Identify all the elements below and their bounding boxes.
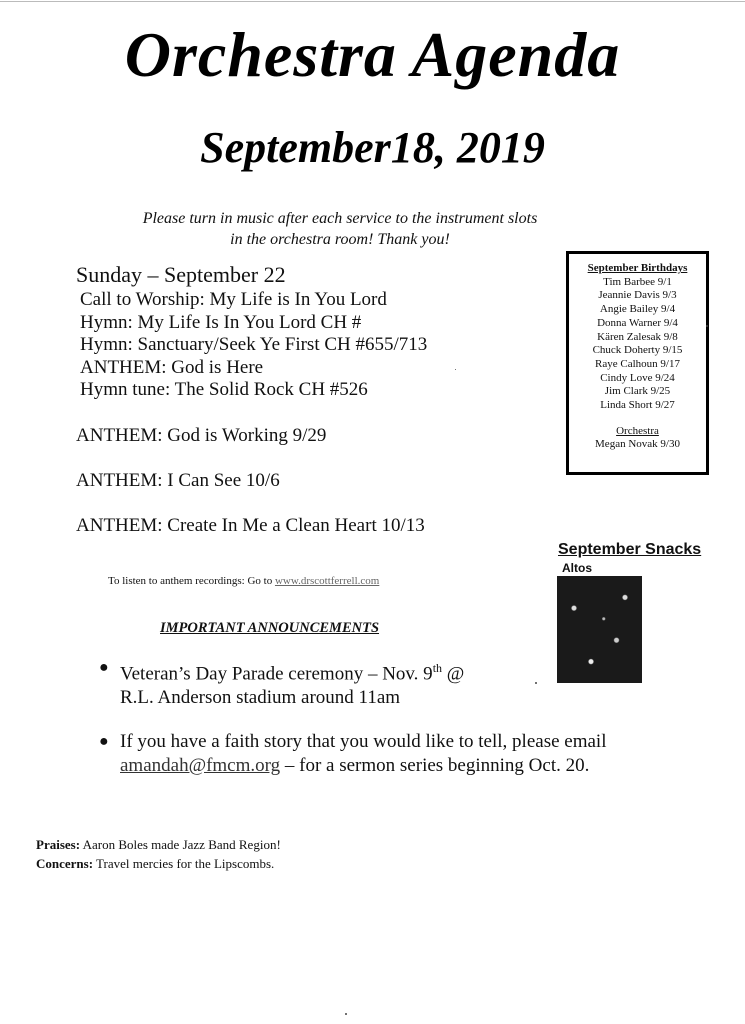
birthday-entry: Jim Clark 9/25 bbox=[604, 385, 671, 398]
snacks-heading: September Snacks bbox=[558, 541, 702, 558]
scan-speck bbox=[455, 369, 456, 370]
service-item: ANTHEM: God is Here bbox=[80, 356, 264, 378]
listen-text: To listen to anthem recordings: Go to bbox=[108, 575, 275, 587]
date-day-year: 18, 2019 bbox=[390, 123, 545, 172]
birthday-entry: Cindy Love 9/24 bbox=[600, 371, 675, 384]
announcement-text: R.L. Anderson stadium around 11am bbox=[120, 687, 401, 709]
orchestra-birthday-entry: Megan Novak 9/30 bbox=[595, 438, 680, 451]
recordings-link[interactable]: www.drscottferrell.com bbox=[274, 575, 380, 587]
anthem-item: ANTHEM: Create In Me a Clean Heart 10/13 bbox=[76, 515, 425, 536]
page-title: Orchestra Agenda bbox=[124, 19, 621, 90]
ordinal-suffix: th bbox=[432, 661, 443, 675]
snacks-group: Altos bbox=[562, 561, 592, 575]
anthem-item: ANTHEM: God is Working 9/29 bbox=[76, 425, 327, 446]
concerns-label: Concerns: bbox=[36, 856, 94, 871]
service-item: Hymn tune: The Solid Rock CH #526 bbox=[80, 379, 368, 400]
concerns-line bbox=[36, 854, 281, 873]
praises-line bbox=[36, 835, 281, 854]
date-month: September bbox=[200, 123, 391, 172]
listen-instructions bbox=[108, 575, 379, 587]
announcement-item bbox=[95, 656, 715, 710]
birthday-entry: Raye Calhoun 9/17 bbox=[595, 357, 680, 370]
birthday-entry: Chuck Doherty 9/15 bbox=[592, 344, 683, 357]
notice-line-2: in the orchestra room! Thank you! bbox=[230, 231, 450, 248]
anthem-item: ANTHEM: I Can See 10/6 bbox=[76, 470, 280, 491]
sunday-heading: Sunday – September 22 bbox=[76, 262, 286, 287]
music-return-notice bbox=[100, 208, 580, 250]
announcement-text: If you have a faith story that you would like to tell, please email bbox=[120, 731, 607, 753]
bullet-icon: ● bbox=[99, 659, 109, 676]
birthday-entry: Donna Warner 9/4 bbox=[597, 316, 678, 329]
agenda-date bbox=[0, 122, 745, 173]
scan-speck bbox=[345, 1013, 347, 1015]
praises-label: Praises: bbox=[36, 837, 81, 852]
birthdays-heading: September Birthdays bbox=[587, 262, 688, 274]
announcement-text: – for a sermon series beginning Oct. 20. bbox=[280, 755, 590, 777]
praises-text: Aaron Boles made Jazz Band Region! bbox=[80, 837, 281, 852]
birthday-entry: Jeannie Davis 9/3 bbox=[598, 289, 677, 302]
service-item: Hymn: Sanctuary/Seek Ye First CH #655/713 bbox=[80, 334, 428, 355]
scan-speck bbox=[535, 682, 537, 684]
bullet-icon: ● bbox=[99, 733, 109, 751]
scan-speck bbox=[706, 325, 708, 327]
service-item: Hymn: My Life Is In You Lord CH # bbox=[80, 311, 362, 333]
announcement-item bbox=[95, 730, 715, 778]
announcement-text: Veteran’s Day Parade ceremony – Nov. 9 bbox=[120, 663, 433, 685]
birthday-entry: Linda Short 9/27 bbox=[600, 399, 675, 412]
praises-concerns bbox=[36, 835, 281, 873]
birthdays-box bbox=[566, 251, 709, 475]
email-link[interactable]: amandah@fmcm.org bbox=[120, 755, 281, 777]
birthday-entry: Angie Bailey 9/4 bbox=[599, 303, 676, 316]
announcements-heading: IMPORTANT ANNOUNCEMENTS bbox=[160, 620, 380, 636]
birthday-entry: Tim Barbee 9/1 bbox=[603, 275, 672, 288]
orchestra-birthday-heading: Orchestra bbox=[616, 424, 659, 437]
birthday-entry: Kären Zalesak 9/8 bbox=[597, 330, 678, 343]
notice-line-1: Please turn in music after each service to the instrument slots bbox=[142, 210, 538, 227]
announcements-list bbox=[95, 656, 715, 798]
at-sign: @ bbox=[442, 663, 465, 685]
sunday-service-list bbox=[80, 289, 427, 402]
scan-top-line bbox=[0, 1, 745, 2]
concerns-text: Travel mercies for the Lipscombs. bbox=[93, 856, 275, 871]
spacer bbox=[569, 413, 706, 425]
service-item: Call to Worship: My Life is In You Lord bbox=[80, 289, 387, 310]
